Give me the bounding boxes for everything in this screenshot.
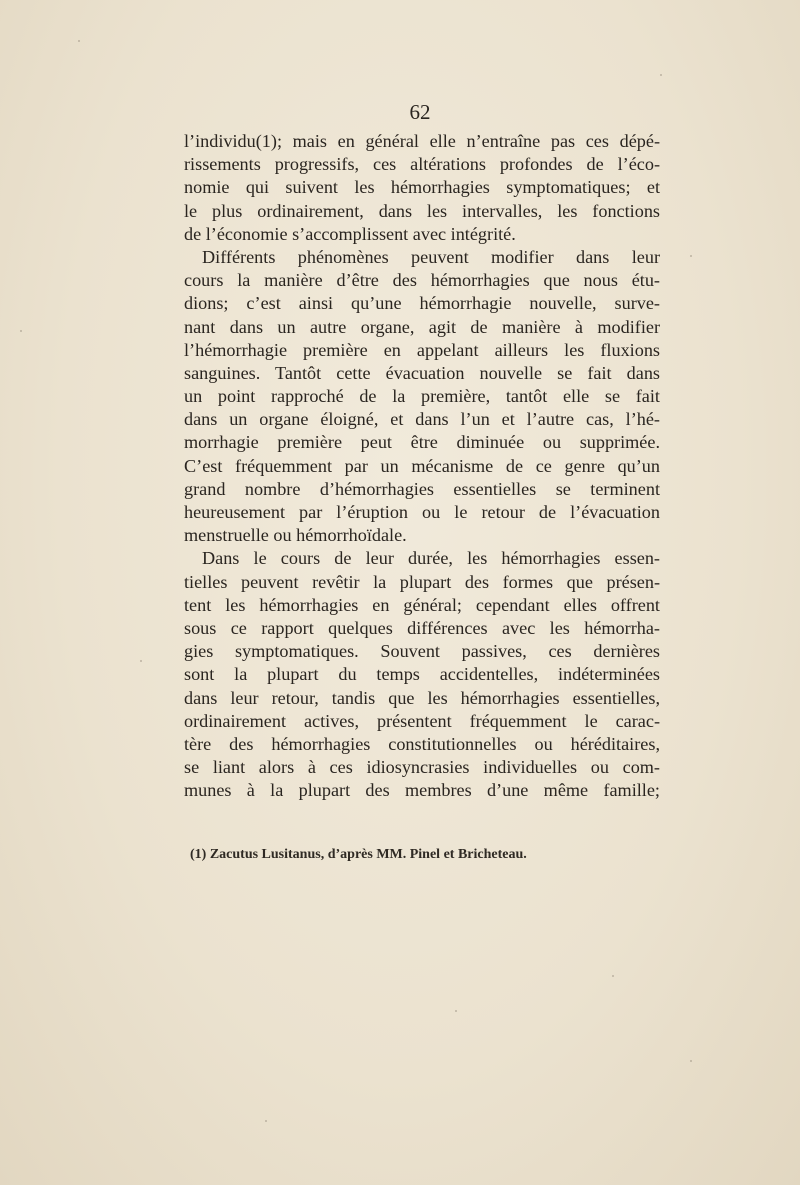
text-line: dans un organe éloigné, et dans l’un et l’autre cas, l’hé- [184,409,660,430]
paper-speck [660,74,662,76]
text-line: menstruelle ou hémorrhoïdale. [184,525,407,546]
text-line: sanguines. Tantôt cette évacuation nouvelle se fait dans [184,362,660,383]
paper-speck [20,330,22,332]
text-line: nomie qui suivent les hémorrhagies symptomatiques; et [184,177,660,198]
text-line: C’est fréquemment par un mécanisme de ce genre qu’un [184,455,660,476]
body-text [184,130,660,802]
text-line: l’individu(1); mais en général elle n’entraîne pas ces dépé- [184,131,660,151]
text-line: ordinairement actives, présentent fréquemment le carac- [184,710,660,731]
paper-speck [612,975,614,977]
text-line: Dans le cours de leur durée, les hémorrhagies essen- [202,548,660,569]
text-line: tent les hémorrhagies en général; cependant elles offrent [184,594,660,615]
text-line: dans leur retour, tandis que les hémorrhagies essentielles, [184,687,660,708]
text-line: de l’économie s’accomplissent avec intégrité. [184,223,516,244]
text-line: morrhagie première peut être diminuée ou supprimée. [184,432,660,453]
paper-speck [455,1010,457,1012]
text-line: l’hémorrhagie première en appelant ailleurs les fluxions [184,339,660,360]
text-line: tielles peuvent revêtir la plupart des formes que présen- [184,571,660,592]
text-line: se liant alors à ces idiosyncrasies individuelles ou com- [184,757,660,778]
page-number: 62 [409,100,431,124]
text-line: grand nombre d’hémorrhagies essentielles se terminent [184,478,660,499]
text-line: gies symptomatiques. Souvent passives, ces dernières [184,641,660,662]
text-line: tère des hémorrhagies constitutionnelles ou héréditaires, [184,733,660,754]
footnote: (1) Zacutus Lusitanus, d’après MM. Pinel et Bricheteau. [190,847,527,862]
text-line: dions; c’est ainsi qu’une hémorrhagie nouvelle, surve- [184,293,660,314]
text-line: sous ce rapport quelques différences avec les hémorrha- [184,617,660,638]
text-line: nant dans un autre organe, agit de manière à modifier [184,316,660,337]
text-line: heureusement par l’éruption ou le retour de l’évacuation [184,502,660,522]
paper-speck [78,40,80,42]
paper-speck [690,1060,692,1062]
paper-speck [690,255,692,257]
text-line: munes à la plupart des membres d’une même famille; [184,780,660,801]
text-line: rissements progressifs, ces altérations profondes de l’éco- [184,154,660,175]
paper-speck [140,660,142,662]
text-line: Différents phénomènes peuvent modifier dans leur [202,246,660,267]
text-line: un point rapproché de la première, tantôt elle se fait [184,386,660,407]
text-line: le plus ordinairement, dans les intervalles, les fonctions [184,200,660,221]
paper-speck [265,1120,267,1122]
text-line: cours la manière d’être des hémorrhagies que nous étu- [184,270,660,291]
text-line: sont la plupart du temps accidentelles, indéterminées [184,664,660,685]
